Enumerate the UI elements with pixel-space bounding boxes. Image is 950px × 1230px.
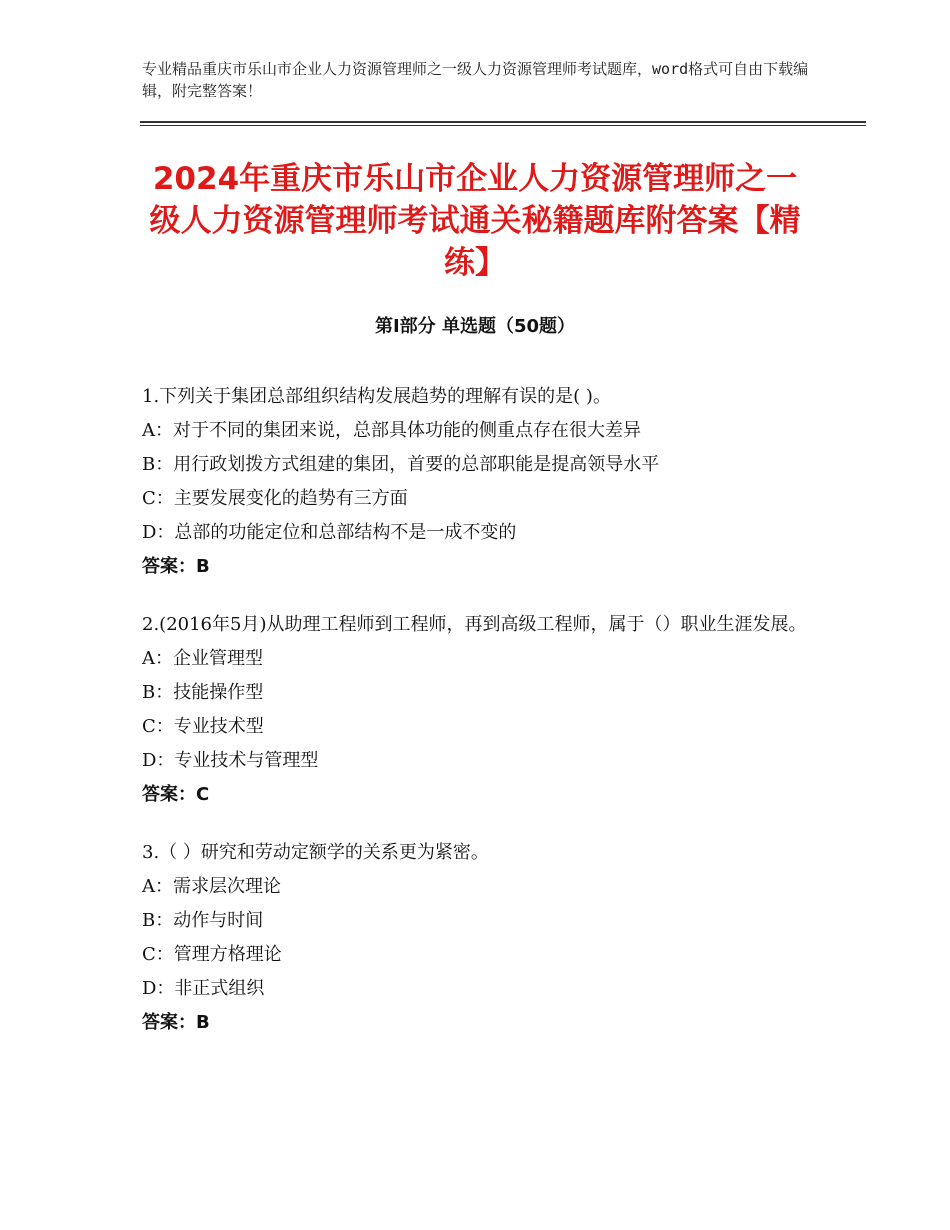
option-c: C：专业技术型 bbox=[142, 716, 264, 737]
question-stem: 1.下列关于集团总部组织结构发展趋势的理解有误的是( )。 bbox=[142, 386, 611, 407]
option-d: D：专业技术与管理型 bbox=[142, 750, 319, 771]
question-1 bbox=[142, 380, 822, 584]
option-c: C：管理方格理论 bbox=[142, 944, 282, 965]
option-b: B：动作与时间 bbox=[142, 910, 264, 931]
question-list bbox=[142, 380, 822, 1064]
header-divider-thin bbox=[140, 125, 866, 126]
option-a: A：对于不同的集团来说，总部具体功能的侧重点存在很大差异 bbox=[142, 420, 641, 441]
answer-line: 答案：B bbox=[142, 556, 210, 577]
document-title: 2024年重庆市乐山市企业人力资源管理师之一级人力资源管理师考试通关秘籍题库附答案【精练】 bbox=[149, 161, 801, 281]
question-stem: 2.(2016年5月)从助理工程师到工程师，再到高级工程师，属于（）职业生涯发展。 bbox=[142, 614, 807, 635]
answer-line: 答案：B bbox=[142, 1012, 210, 1033]
answer-line: 答案：C bbox=[142, 784, 210, 805]
option-b: B：技能操作型 bbox=[142, 682, 264, 703]
option-c: C：主要发展变化的趋势有三方面 bbox=[142, 488, 408, 509]
option-a: A：企业管理型 bbox=[142, 648, 263, 669]
option-d: D：总部的功能定位和总部结构不是一成不变的 bbox=[142, 522, 517, 543]
question-stem: 3.（ ）研究和劳动定额学的关系更为紧密。 bbox=[142, 842, 489, 863]
question-2 bbox=[142, 608, 822, 812]
header-divider-thick bbox=[140, 121, 866, 123]
section-heading: 第Ⅰ部分 单选题（50题） bbox=[374, 316, 575, 337]
document-header-note: 专业精品重庆市乐山市企业人力资源管理师之一级人力资源管理师考试题库，word格式可自由下载编辑，附完整答案！ bbox=[142, 60, 809, 100]
option-a: A：需求层次理论 bbox=[142, 876, 281, 897]
option-d: D：非正式组织 bbox=[142, 978, 265, 999]
option-b: B：用行政划拨方式组建的集团，首要的总部职能是提高领导水平 bbox=[142, 454, 660, 475]
question-3 bbox=[142, 836, 822, 1040]
